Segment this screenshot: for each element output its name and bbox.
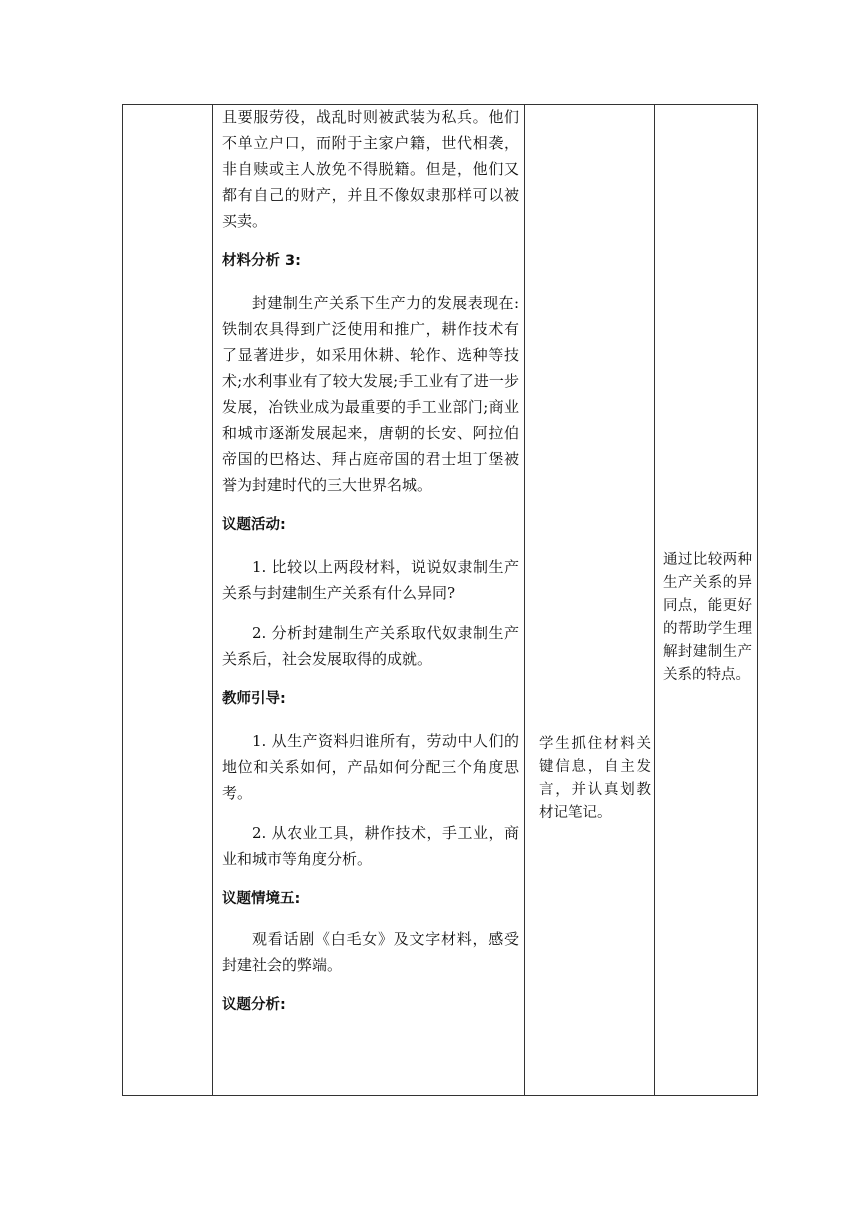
- design-intent-text: 通过比较两种生产关系的异同点，能更好的帮助学生理解封建制生产关系的特点。: [663, 552, 752, 683]
- activity-item-2: 2. 分析封建制生产关系取代奴隶制生产关系后，社会发展取得的成就。: [222, 624, 519, 668]
- activity-heading: 议题活动:: [222, 517, 286, 533]
- scenario-5-text: 观看话剧《白毛女》及文字材料，感受封建社会的弊端。: [222, 930, 519, 974]
- student-activity-text: 学生抓住材料关键信息，自主发言，并认真划教材记笔记。: [539, 736, 651, 821]
- material-analysis-3-text: 封建制生产关系下生产力的发展表现在:铁制农具得到广泛使用和推广，耕作技术有了显著进步，如采用休耕、轮作、选种等技术;水利事业有了较大发展;手工业有了进一步发展，冶铁业成为最重要的手工业部门;商业和城市逐渐发展起来，唐朝的长安、阿拉伯帝国的巴格达、拜占庭帝国的君士坦丁堡被誉为封建时代的三大世界名城。: [222, 294, 519, 494]
- student-activity-cell: [525, 105, 655, 1095]
- issue-analysis-heading: 议题分析:: [222, 997, 286, 1013]
- design-intent-cell: [655, 105, 758, 1095]
- material-paragraph: 且要服劳役，战乱时则被武装为私兵。他们不单立户口，而附于主家户籍，世代相袭，非自赎或主人放免不得脱籍。但是，他们又都有自己的财产，并且不像奴隶那样可以被买卖。: [222, 108, 519, 230]
- material-analysis-3-heading: 材料分析 3:: [222, 253, 301, 269]
- scenario-5-heading: 议题情境五:: [222, 891, 301, 907]
- lesson-table: [122, 104, 758, 1096]
- teaching-content-cell: [213, 105, 525, 1095]
- teacher-guide-heading: 教师引导:: [222, 691, 286, 707]
- activity-item-1: 1. 比较以上两段材料，说说奴隶制生产关系与封建制生产关系有什么异同?: [222, 558, 519, 602]
- guide-item-2: 2. 从农业工具，耕作技术，手工业，商业和城市等角度分析。: [222, 824, 519, 868]
- guide-item-1: 1. 从生产资料归谁所有，劳动中人们的地位和关系如何，产品如何分配三个角度思考。: [222, 732, 519, 802]
